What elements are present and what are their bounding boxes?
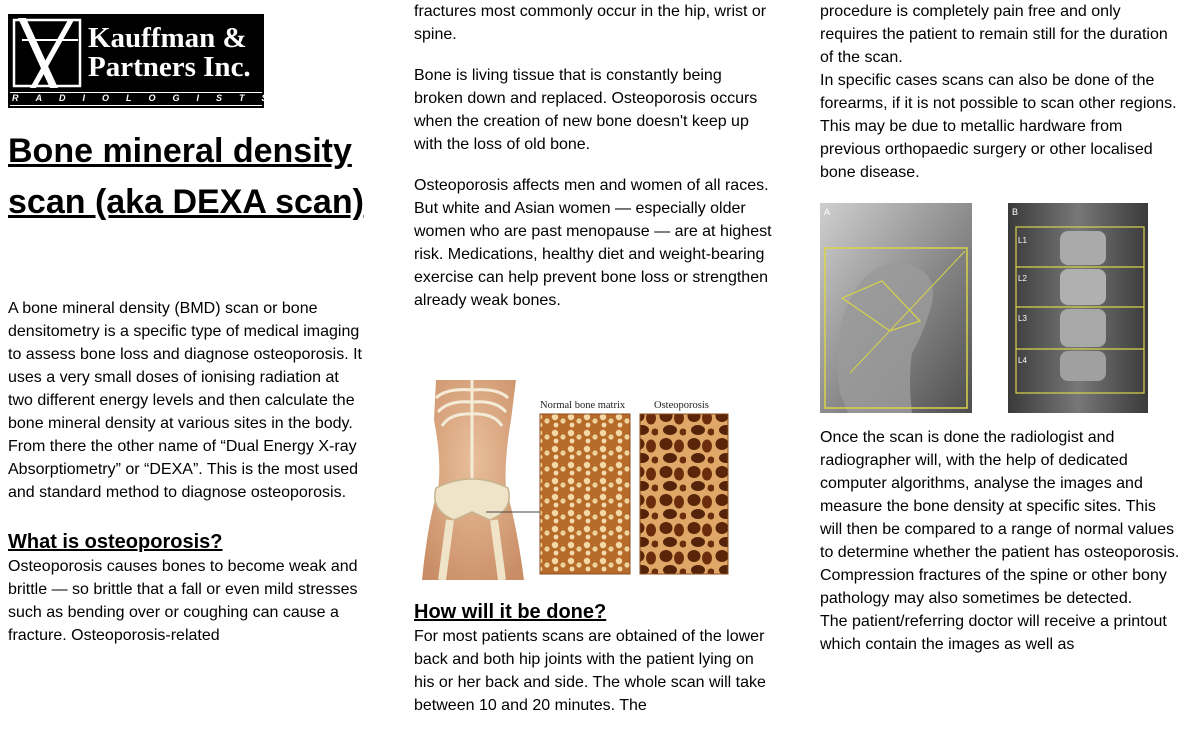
logo-x-mark-icon — [8, 14, 86, 92]
how-paragraph-1: For most patients scans are obtained of the lower back and both hip joints with the patient lying on his or her back and side. The whole scan will take between 10 and 20 minutes. The — [414, 628, 766, 714]
column-1 — [8, 297, 368, 647]
logo-tagline: RADIOLOGISTS — [12, 93, 285, 103]
intro-paragraph: A bone mineral density (BMD) scan or bone densitometry is a specific type of medical imaging to assess bone loss and diagnose osteoporosis. It uses a very small doses of ionising radiation at two different energy levels and then calculate the bone mineral density at various sites in the body. From there the other name of “Dual Energy X-ray Absorptiometry” or “DEXA”. This is the most used and standard method to diagnose osteoporosis. — [8, 300, 362, 501]
osteoporosis-paragraph-2: Bone is living tissue that is constantly being broken down and replaced. Osteoporosis occurs when the creation of new bone doesn't keep up with the loss of old bone. — [414, 67, 758, 153]
dexa-scan-figure — [820, 203, 1150, 413]
normal-bone-matrix-image — [540, 414, 630, 574]
panel-label-b: B — [1012, 207, 1019, 217]
spine-scan-panel — [1008, 203, 1148, 413]
logo-name-line1: Kauffman & — [88, 22, 247, 54]
how-paragraph-1-continued: procedure is completely pain free and only requires the patient to remain still for the duration of the scan. — [820, 3, 1168, 66]
how-paragraph-2: In specific cases scans can also be done of the forearms, if it is not possible to scan other regions. This may be due to metallic hardware from previous orthopaedic surgery or other localised bone disease. — [820, 72, 1177, 181]
osteoporosis-paragraph-1-continued: fractures most commonly occur in the hip, wrist or spine. — [414, 3, 767, 43]
level-label-l4: L4 — [1018, 356, 1027, 365]
level-label-l1: L1 — [1018, 236, 1027, 245]
level-label-l3: L3 — [1018, 314, 1027, 323]
osteoporosis-paragraph-1: Osteoporosis causes bones to become weak and brittle — so brittle that a fall or even mild stresses such as bending over or coughing can cause a fracture. Osteoporosis-related — [8, 558, 358, 644]
section-heading-osteoporosis: What is osteoporosis? — [8, 531, 223, 553]
section-heading-how: How will it be done? — [414, 601, 607, 623]
label-normal-bone-matrix: Normal bone matrix — [540, 400, 626, 411]
column-2 — [414, 0, 774, 312]
results-paragraph-1: Once the scan is done the radiologist and radiographer will, with the help of dedicated computer algorithms, analyse the images and measure the bone density at specific sites. This will then be compared to a range of normal values to determine whether the patient has osteoporosis. Compression fractures of the spine or other bony pathology may also sometimes be detected. — [820, 429, 1180, 607]
hip-scan-panel — [820, 203, 972, 413]
page-title: Bone mineral density scan (aka DEXA scan) — [8, 132, 364, 221]
column-3 — [820, 0, 1180, 184]
logo-name-line2: Partners Inc. — [88, 51, 251, 83]
osteoporotic-bone-image — [640, 414, 728, 574]
section-results — [820, 426, 1180, 656]
torso-illustration — [422, 380, 542, 580]
osteoporosis-paragraph-3: Osteoporosis affects men and women of all races. But white and Asian women — especially older women who are past menopause — are at highest risk. Medications, healthy diet and weight-bearing exercise can help prevent bone loss or strengthen already weak bones. — [414, 177, 772, 309]
label-osteoporosis: Osteoporosis — [654, 400, 709, 411]
section-how — [414, 599, 774, 717]
results-paragraph-2: The patient/referring doctor will receive a printout which contain the images as well as — [820, 613, 1167, 653]
bone-matrix-figure — [406, 380, 730, 580]
panel-label-a: A — [824, 207, 831, 217]
level-label-l2: L2 — [1018, 274, 1027, 283]
company-logo — [8, 14, 285, 108]
